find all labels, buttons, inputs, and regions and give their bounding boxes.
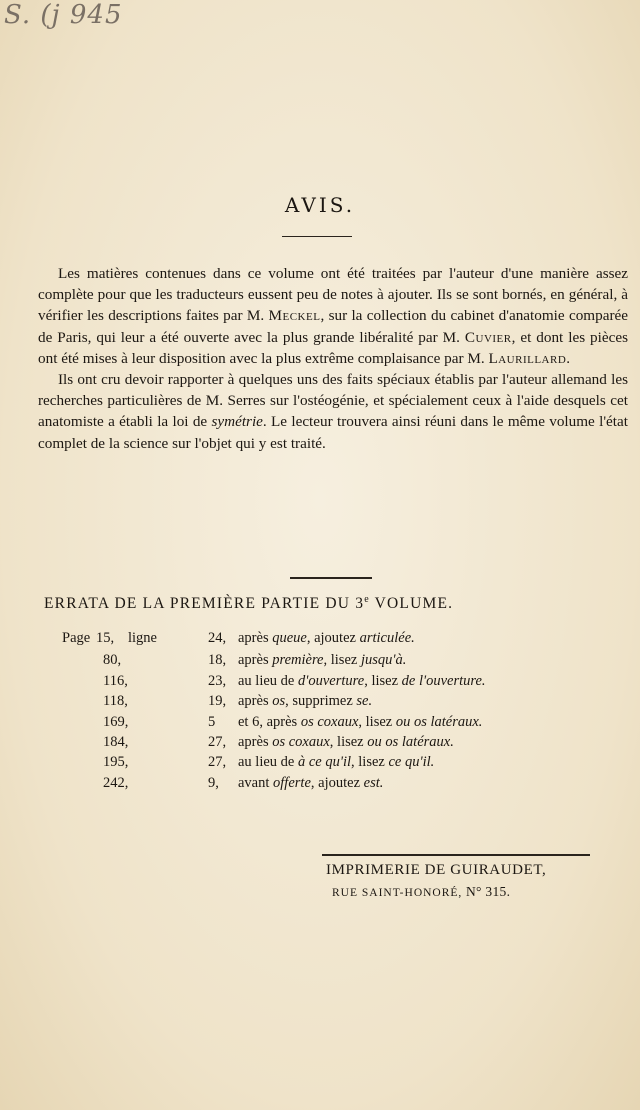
errata-row (0, 754, 640, 774)
errata-row (0, 630, 640, 650)
errata-row (0, 693, 640, 713)
errata-correction (238, 673, 486, 690)
errata-correction-segment: au lieu de (238, 673, 298, 689)
errata-correction-segment: est. (363, 775, 384, 791)
errata-page-number: 184, (103, 734, 129, 750)
imprint-rule (322, 854, 590, 856)
imprint-number: N° 315. (466, 884, 511, 899)
errata-row (0, 734, 640, 754)
errata-correction-segment: , lisez (364, 673, 402, 689)
errata-row (0, 714, 640, 734)
errata-correction-segment: après (238, 693, 273, 709)
errata-correction-segment: et 6, après (238, 714, 301, 730)
errata-page-number: 118, (103, 693, 128, 709)
errata-line-number: 5 (208, 714, 216, 730)
errata-correction-segment: os coxaux (300, 714, 359, 730)
errata-page-label: Page (62, 630, 91, 646)
avis-p1-segment: . (566, 349, 571, 367)
errata-correction-segment: de l'ouverture. (401, 673, 486, 689)
errata-correction-segment: ou os latéraux. (395, 714, 483, 730)
errata-page-number: 116, (103, 673, 128, 689)
avis-p1-segment: Les matières contenues dans ce volume ont été traitées par l'auteur d'une manière assez complète pour que les traducteurs eussent peu de notes à ajouter. Ils se sont bornés, en général, à vérifier les descriptions faites par M. (38, 265, 628, 325)
avis-p1-segment: Cuvier (464, 328, 512, 346)
errata-correction-segment: après (238, 734, 273, 750)
avis-p1-segment: , sur la collection du cabinet d'anatomie comparée de Paris, qui leur a été ouverte avec la plus grande libéralité par M. (38, 307, 628, 346)
errata-correction-segment: , ajoutez (310, 775, 364, 791)
errata-correction-segment: , lisez (351, 754, 389, 770)
errata-correction-segment: après (238, 630, 273, 646)
errata-page-number: 169, (103, 714, 129, 730)
errata-correction-segment: avant (238, 775, 274, 791)
imprint-address (332, 884, 510, 900)
errata-correction (238, 775, 383, 792)
errata-row (0, 673, 640, 693)
errata-page-number: 195, (103, 754, 129, 770)
errata-correction-segment: première (272, 652, 324, 668)
title-rule (282, 236, 352, 237)
avis-p2-segment: Ils ont cru devoir rapporter à quelques uns des faits spéciaux établis par l'auteur allemand les recherches particulières de M. Serres sur l'ostéogénie, et spécialement ceux à l'aide desquels cet anatomiste a établi la loi de (38, 371, 628, 431)
errata-line-number: 27, (208, 734, 227, 750)
errata-correction-segment: au lieu de (238, 754, 298, 770)
errata-correction (238, 714, 482, 731)
errata-correction (238, 652, 406, 669)
errata-correction-segment: , lisez (329, 734, 368, 750)
avis-paragraph-1 (38, 263, 628, 369)
errata-correction-segment: ou os latéraux. (367, 734, 454, 750)
errata-correction-segment: os coxaux (272, 734, 330, 750)
imprint-street: RUE SAINT-HONORÉ, (332, 887, 463, 899)
errata-correction-segment: à ce qu'il (298, 754, 352, 770)
avis-body (38, 263, 628, 454)
errata-correction (238, 734, 454, 751)
avis-p1-segment: Laurillard (488, 349, 567, 367)
avis-paragraph-2 (38, 369, 628, 454)
errata-correction (238, 754, 434, 771)
errata-correction-segment: os (272, 693, 286, 709)
errata-page-number: 80, (103, 652, 122, 668)
errata-page-number: 15, (96, 630, 115, 646)
errata-correction-segment: queue (272, 630, 307, 646)
page-title: AVIS. (284, 193, 356, 217)
errata-line-label: ligne (128, 630, 157, 646)
avis-p1-segment: , et dont les pièces ont été mises à leur disposition avec la plus extrême complaisance par M. (38, 328, 628, 367)
section-rule (290, 577, 372, 579)
avis-p2-segment: . Le lecteur trouvera ainsi réuni dans le même volume l'état complet de la science sur l'objet qui y est traité. (38, 413, 628, 452)
errata-correction (238, 630, 415, 647)
errata-row (0, 652, 640, 672)
errata-row (0, 775, 640, 795)
errata-line-number: 19, (208, 693, 227, 709)
avis-p2-segment: symétrie (211, 413, 263, 431)
errata-correction (238, 693, 372, 710)
errata-line-number: 27, (208, 754, 227, 770)
errata-correction-segment: se. (356, 693, 373, 709)
errata-correction-segment: jusqu'à. (360, 652, 407, 668)
imprint-name: IMPRIMERIE DE GUIRAUDET, (326, 862, 547, 878)
avis-p1-segment: Meckel (268, 307, 321, 325)
errata-page-number: 242, (103, 775, 129, 791)
errata-correction-segment: , lisez (323, 652, 361, 668)
handwritten-shelfmark: S. (j 945 (4, 0, 123, 30)
errata-correction-segment: ce qu'il. (388, 754, 435, 770)
errata-line-number: 23, (208, 673, 227, 689)
errata-correction-segment: offerte (273, 775, 311, 791)
errata-title: ERRATA DE LA PREMIÈRE PARTIE DU 3e VOLUME. (44, 594, 454, 613)
errata-line-number: 24, (208, 630, 227, 646)
errata-correction-segment: après (238, 652, 273, 668)
errata-correction-segment: articulée. (359, 630, 415, 646)
errata-correction-segment: d'ouverture (298, 673, 365, 689)
errata-line-number: 18, (208, 652, 227, 668)
errata-correction-segment: , ajoutez (306, 630, 360, 646)
errata-correction-segment: , supprimez (285, 693, 357, 709)
errata-correction-segment: , lisez (358, 714, 396, 730)
errata-line-number: 9, (208, 775, 219, 791)
